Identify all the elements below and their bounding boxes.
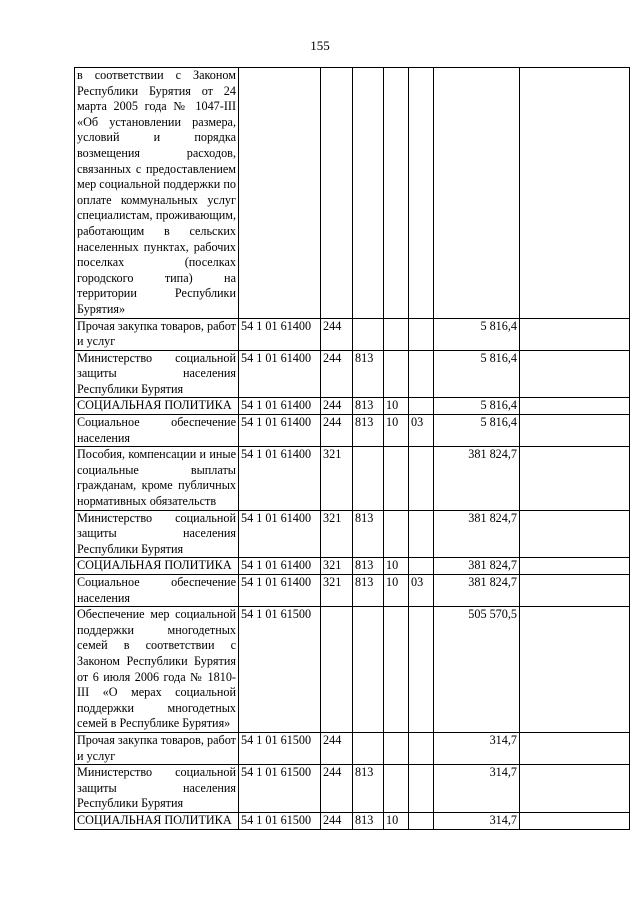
cell-expense-type: 321 [321, 558, 353, 575]
cell-name: Прочая закупка товаров, работ и услуг [75, 732, 239, 764]
table-row [75, 558, 630, 575]
cell-section: 10 [384, 415, 409, 447]
cell-expense-type [321, 607, 353, 733]
table-row [75, 318, 630, 350]
cell-section: 10 [384, 812, 409, 829]
cell-empty [520, 575, 630, 607]
cell-empty [520, 415, 630, 447]
cell-target-article: 54 1 01 61500 [239, 732, 321, 764]
cell-expense-type: 321 [321, 510, 353, 558]
cell-expense-type: 244 [321, 765, 353, 813]
table-row [75, 765, 630, 813]
cell-amount: 381 824,7 [434, 558, 520, 575]
cell-expense-type: 321 [321, 575, 353, 607]
cell-expense-type: 244 [321, 350, 353, 398]
cell-section [384, 765, 409, 813]
cell-ministry: 813 [353, 415, 384, 447]
cell-name: СОЦИАЛЬНАЯ ПОЛИТИКА [75, 558, 239, 575]
cell-amount: 381 824,7 [434, 447, 520, 510]
cell-ministry [353, 318, 384, 350]
cell-empty [520, 732, 630, 764]
budget-table [74, 67, 630, 830]
cell-target-article: 54 1 01 61400 [239, 350, 321, 398]
cell-section: 10 [384, 575, 409, 607]
cell-amount: 381 824,7 [434, 575, 520, 607]
cell-target-article: 54 1 01 61500 [239, 812, 321, 829]
cell-name: СОЦИАЛЬНАЯ ПОЛИТИКА [75, 812, 239, 829]
cell-section [384, 447, 409, 510]
cell-subsection [409, 510, 434, 558]
cell-empty [520, 558, 630, 575]
table-row [75, 510, 630, 558]
cell-name: Социальное обеспечение населения [75, 415, 239, 447]
table-row [75, 447, 630, 510]
cell-section [384, 732, 409, 764]
cell-amount: 314,7 [434, 765, 520, 813]
cell-subsection [409, 447, 434, 510]
cell-target-article: 54 1 01 61400 [239, 575, 321, 607]
cell-ministry [353, 607, 384, 733]
cell-empty [520, 398, 630, 415]
cell-amount: 5 816,4 [434, 318, 520, 350]
cell-ministry [353, 732, 384, 764]
cell-expense-type: 244 [321, 318, 353, 350]
cell-name: Обеспечение мер социальной поддержки многодетных семей в соответствии с Законом Республики Бурятия от 6 июля 2006 года № 1810-III «О мерах социальной поддержки многодетных семей в Республике Бурятия» [75, 607, 239, 733]
cell-ministry: 813 [353, 510, 384, 558]
cell-name: Министерство социальной защиты населения Республики Бурятия [75, 510, 239, 558]
cell-target-article: 54 1 01 61500 [239, 607, 321, 733]
cell-subsection [409, 765, 434, 813]
cell-name: Прочая закупка товаров, работ и услуг [75, 318, 239, 350]
table-row [75, 398, 630, 415]
cell-target-article: 54 1 01 61400 [239, 447, 321, 510]
table-row [75, 575, 630, 607]
cell-name: Министерство социальной защиты населения Республики Бурятия [75, 765, 239, 813]
cell-empty [520, 318, 630, 350]
cell-subsection [409, 558, 434, 575]
cell-amount: 505 570,5 [434, 607, 520, 733]
cell-amount: 5 816,4 [434, 350, 520, 398]
cell-subsection [409, 398, 434, 415]
cell-empty [520, 350, 630, 398]
table-row [75, 415, 630, 447]
cell-empty [520, 510, 630, 558]
cell-expense-type: 244 [321, 812, 353, 829]
cell-target-article: 54 1 01 61400 [239, 398, 321, 415]
cell-expense-type [321, 68, 353, 319]
cell-subsection: 03 [409, 575, 434, 607]
cell-empty [520, 765, 630, 813]
cell-section [384, 607, 409, 733]
cell-ministry: 813 [353, 812, 384, 829]
cell-target-article: 54 1 01 61500 [239, 765, 321, 813]
cell-section [384, 68, 409, 319]
cell-subsection [409, 68, 434, 319]
cell-section: 10 [384, 558, 409, 575]
cell-target-article: 54 1 01 61400 [239, 415, 321, 447]
cell-expense-type: 244 [321, 398, 353, 415]
page-number: 155 [310, 38, 330, 53]
cell-ministry: 813 [353, 350, 384, 398]
table-row [75, 350, 630, 398]
cell-section [384, 318, 409, 350]
cell-name: Пособия, компенсации и иные социальные выплаты гражданам, кроме публичных нормативных обязательств [75, 447, 239, 510]
cell-expense-type: 244 [321, 732, 353, 764]
cell-name: Социальное обеспечение населения [75, 575, 239, 607]
cell-amount: 381 824,7 [434, 510, 520, 558]
cell-name: Министерство социальной защиты населения Республики Бурятия [75, 350, 239, 398]
cell-subsection: 03 [409, 415, 434, 447]
cell-ministry [353, 447, 384, 510]
cell-expense-type: 321 [321, 447, 353, 510]
cell-amount [434, 68, 520, 319]
cell-subsection [409, 732, 434, 764]
cell-name: в соответствии с Законом Республики Бурятия от 24 марта 2005 года № 1047-III «Об установлении размера, условий и порядка возмещения расходов, связанных с предоставлением мер социальной поддержки по оплате коммунальных услуг специалистам, проживающим, работающим в сельских населенных пунктах, рабочих поселках (поселках городского типа) на территории Республики Бурятия» [75, 68, 239, 319]
table-row [75, 732, 630, 764]
cell-section [384, 350, 409, 398]
cell-empty [520, 812, 630, 829]
cell-empty [520, 447, 630, 510]
cell-amount: 314,7 [434, 812, 520, 829]
cell-ministry [353, 68, 384, 319]
cell-ministry: 813 [353, 398, 384, 415]
cell-ministry: 813 [353, 765, 384, 813]
cell-target-article: 54 1 01 61400 [239, 558, 321, 575]
table-row [75, 68, 630, 319]
cell-expense-type: 244 [321, 415, 353, 447]
cell-amount: 5 816,4 [434, 415, 520, 447]
cell-name: СОЦИАЛЬНАЯ ПОЛИТИКА [75, 398, 239, 415]
cell-subsection [409, 607, 434, 733]
cell-target-article [239, 68, 321, 319]
cell-amount: 314,7 [434, 732, 520, 764]
cell-section: 10 [384, 398, 409, 415]
cell-section [384, 510, 409, 558]
cell-target-article: 54 1 01 61400 [239, 510, 321, 558]
cell-ministry: 813 [353, 575, 384, 607]
cell-subsection [409, 350, 434, 398]
cell-subsection [409, 318, 434, 350]
cell-empty [520, 68, 630, 319]
cell-empty [520, 607, 630, 733]
table-row [75, 812, 630, 829]
cell-subsection [409, 812, 434, 829]
cell-ministry: 813 [353, 558, 384, 575]
cell-target-article: 54 1 01 61400 [239, 318, 321, 350]
cell-amount: 5 816,4 [434, 398, 520, 415]
table-row [75, 607, 630, 733]
